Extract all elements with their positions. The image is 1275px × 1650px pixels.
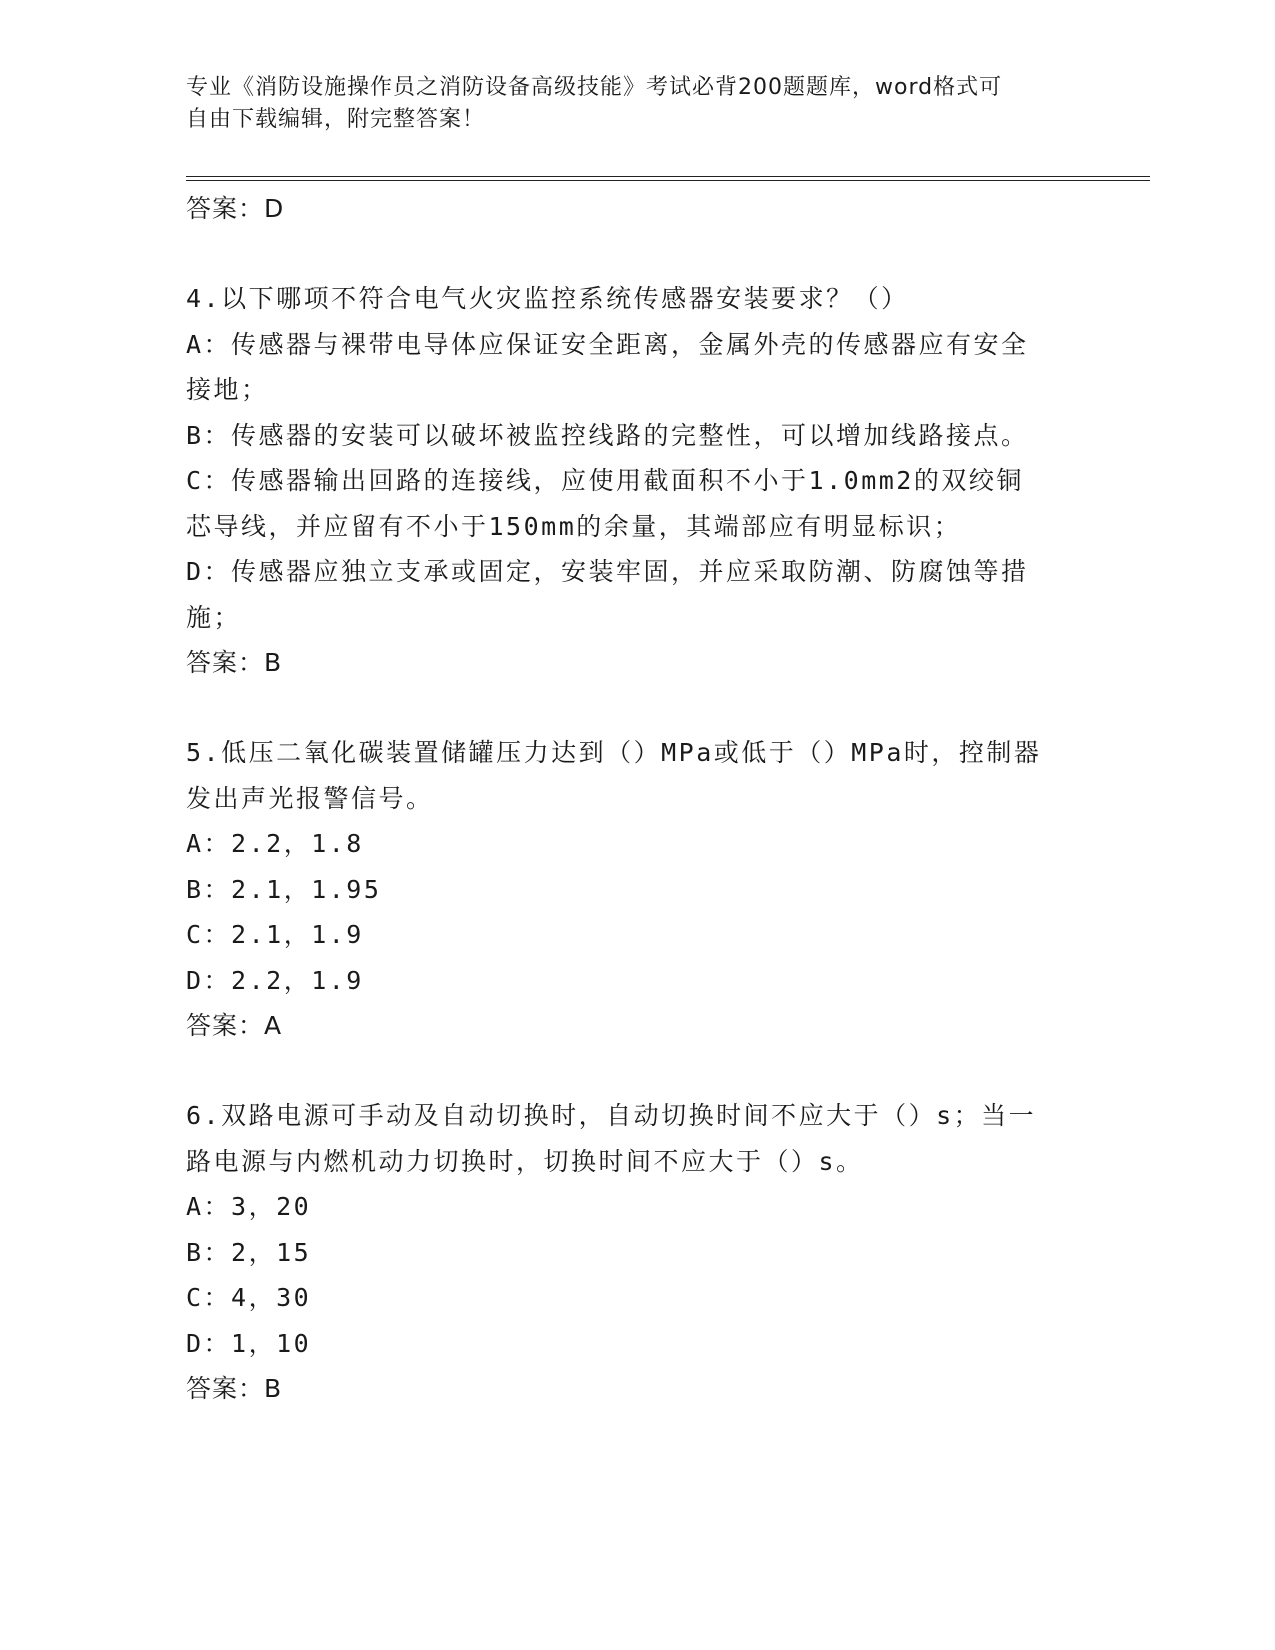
answer-label: 答案：B — [186, 1374, 283, 1403]
option-d: D：1，10 — [186, 1328, 312, 1358]
answer-label: 答案：A — [186, 1011, 283, 1040]
question-stem-continued: 路电源与内燃机动力切换时，切换时间不应大于（）s。 — [186, 1146, 864, 1176]
option-d: D：传感器应独立支承或固定，安装牢固，并应采取防潮、防腐蚀等措 — [186, 557, 1029, 586]
answer-label: 答案：D — [186, 194, 285, 223]
option-d: D：2.2，1.9 — [186, 965, 364, 995]
option-b: B：2，15 — [186, 1237, 312, 1267]
spacer — [186, 231, 1066, 276]
header-divider — [186, 176, 1150, 181]
spacer — [186, 685, 1066, 730]
page-header — [186, 72, 1066, 136]
answer-label: 答案：B — [186, 648, 283, 677]
option-a-continued: 接地； — [186, 375, 269, 404]
option-a: A：2.2，1.8 — [186, 829, 364, 858]
question-list — [186, 186, 1066, 1411]
option-c: C：传感器输出回路的连接线，应使用截面积不小于1.0mm2的双绞铜 — [186, 466, 1024, 495]
spacer — [186, 1048, 1066, 1093]
question-block — [186, 276, 1066, 685]
question-block — [186, 730, 1066, 1048]
question-stem: 4.以下哪项不符合电气火灾监控系统传感器安装要求？（） — [186, 284, 909, 313]
option-c: C：2.1，1.9 — [186, 920, 364, 949]
option-a: A：传感器与裸带电导体应保证安全距离，金属外壳的传感器应有安全 — [186, 329, 1029, 359]
option-b: B：传感器的安装可以破坏被监控线路的完整性，可以增加线路接点。 — [186, 420, 1029, 450]
header-line-1: 专业《消防设施操作员之消防设备高级技能》考试必背200题题库，word格式可 — [186, 75, 1003, 100]
header-line-2: 自由下载编辑，附完整答案！ — [186, 107, 486, 132]
option-a: A：3，20 — [186, 1192, 312, 1221]
question-block — [186, 1093, 1066, 1411]
option-d-continued: 施； — [186, 602, 242, 632]
option-b: B：2.1，1.95 — [186, 874, 382, 904]
question-stem: 6.双路电源可手动及自动切换时，自动切换时间不应大于（）s；当一 — [186, 1101, 1037, 1130]
option-c: C：4，30 — [186, 1283, 312, 1312]
question-stem: 5.低压二氧化碳装置储罐压力达到（）MPa或低于（）MPa时，控制器 — [186, 738, 1042, 767]
question-stem-continued: 发出声光报警信号。 — [186, 783, 434, 813]
option-c-continued: 芯导线，并应留有不小于150mm的余量，其端部应有明显标识； — [186, 511, 962, 541]
